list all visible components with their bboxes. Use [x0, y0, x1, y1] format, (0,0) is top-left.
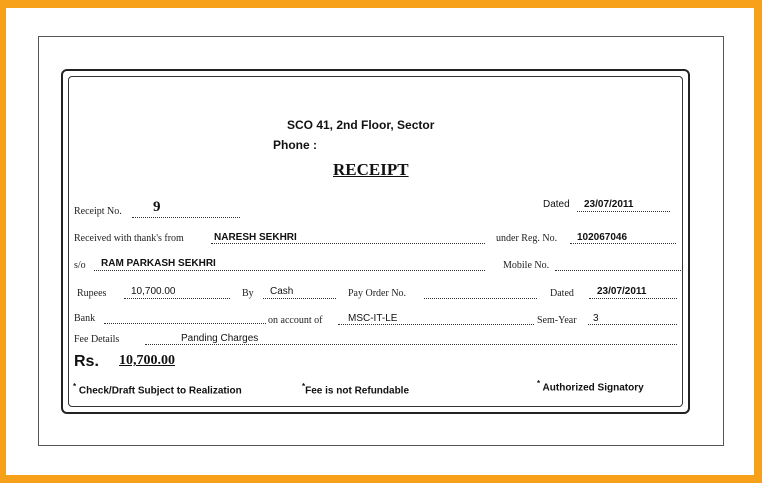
dated-label: Dated — [543, 199, 570, 210]
received-line — [211, 243, 485, 244]
by-value: Cash — [270, 286, 294, 297]
bank-line — [104, 323, 266, 324]
dated2-line — [589, 298, 677, 299]
authorized-signatory-text: Authorized Signatory — [542, 382, 644, 394]
note-check-draft — [73, 382, 242, 396]
rs-amount: 10,700.00 — [119, 353, 175, 368]
dated-line — [577, 211, 670, 212]
received-value: NARESH SEKHRI — [214, 232, 297, 243]
by-line — [263, 298, 336, 299]
receipt-no-line — [132, 217, 240, 218]
account-label: on account of — [268, 315, 323, 326]
pay-order-line — [424, 298, 537, 299]
account-value: MSC-IT-LE — [348, 313, 398, 324]
note-check-draft-text: Check/Draft Subject to Realization — [78, 385, 242, 397]
receipt-no-value: 9 — [153, 199, 161, 215]
account-line — [338, 324, 534, 325]
sem-year-label: Sem-Year — [537, 315, 577, 326]
rupees-label: Rupees — [77, 288, 107, 299]
asterisk-3: * — [537, 379, 541, 388]
fee-details-line — [145, 344, 677, 345]
reg-no-line — [570, 243, 676, 244]
rs-label: Rs. — [74, 353, 99, 370]
received-label: Received with thank's from — [74, 233, 184, 244]
note-not-refundable — [302, 382, 409, 396]
reg-no-label: under Reg. No. — [496, 233, 558, 244]
mobile-label: Mobile No. — [503, 260, 550, 271]
address-line: SCO 41, 2nd Floor, Sector — [287, 118, 435, 132]
receipt-title: RECEIPT — [333, 160, 409, 179]
asterisk-2: * — [302, 382, 306, 391]
so-label: s/o — [74, 260, 86, 271]
phone-label: Phone : — [273, 138, 317, 152]
fee-details-value: Panding Charges — [181, 333, 259, 344]
asterisk-1: * — [73, 382, 77, 391]
bank-label: Bank — [74, 313, 96, 324]
pay-order-label: Pay Order No. — [348, 288, 407, 299]
so-line — [94, 270, 485, 271]
dated2-value: 23/07/2011 — [597, 286, 647, 297]
dated2-label: Dated — [550, 288, 574, 299]
dated-value: 23/07/2011 — [584, 199, 634, 210]
note-not-refundable-text: Fee is not Refundable — [305, 385, 410, 397]
rupees-value: 10,700.00 — [131, 286, 176, 297]
rupees-line — [124, 298, 230, 299]
sem-year-value: 3 — [593, 313, 599, 324]
receipt-no-label: Receipt No. — [74, 206, 122, 217]
mobile-line — [555, 270, 683, 271]
note-signatory — [537, 379, 644, 393]
by-label: By — [242, 288, 254, 299]
fee-details-label: Fee Details — [74, 334, 120, 345]
so-value: RAM PARKASH SEKHRI — [101, 258, 216, 269]
sem-year-line — [588, 324, 677, 325]
reg-no-value: 102067046 — [577, 232, 628, 243]
